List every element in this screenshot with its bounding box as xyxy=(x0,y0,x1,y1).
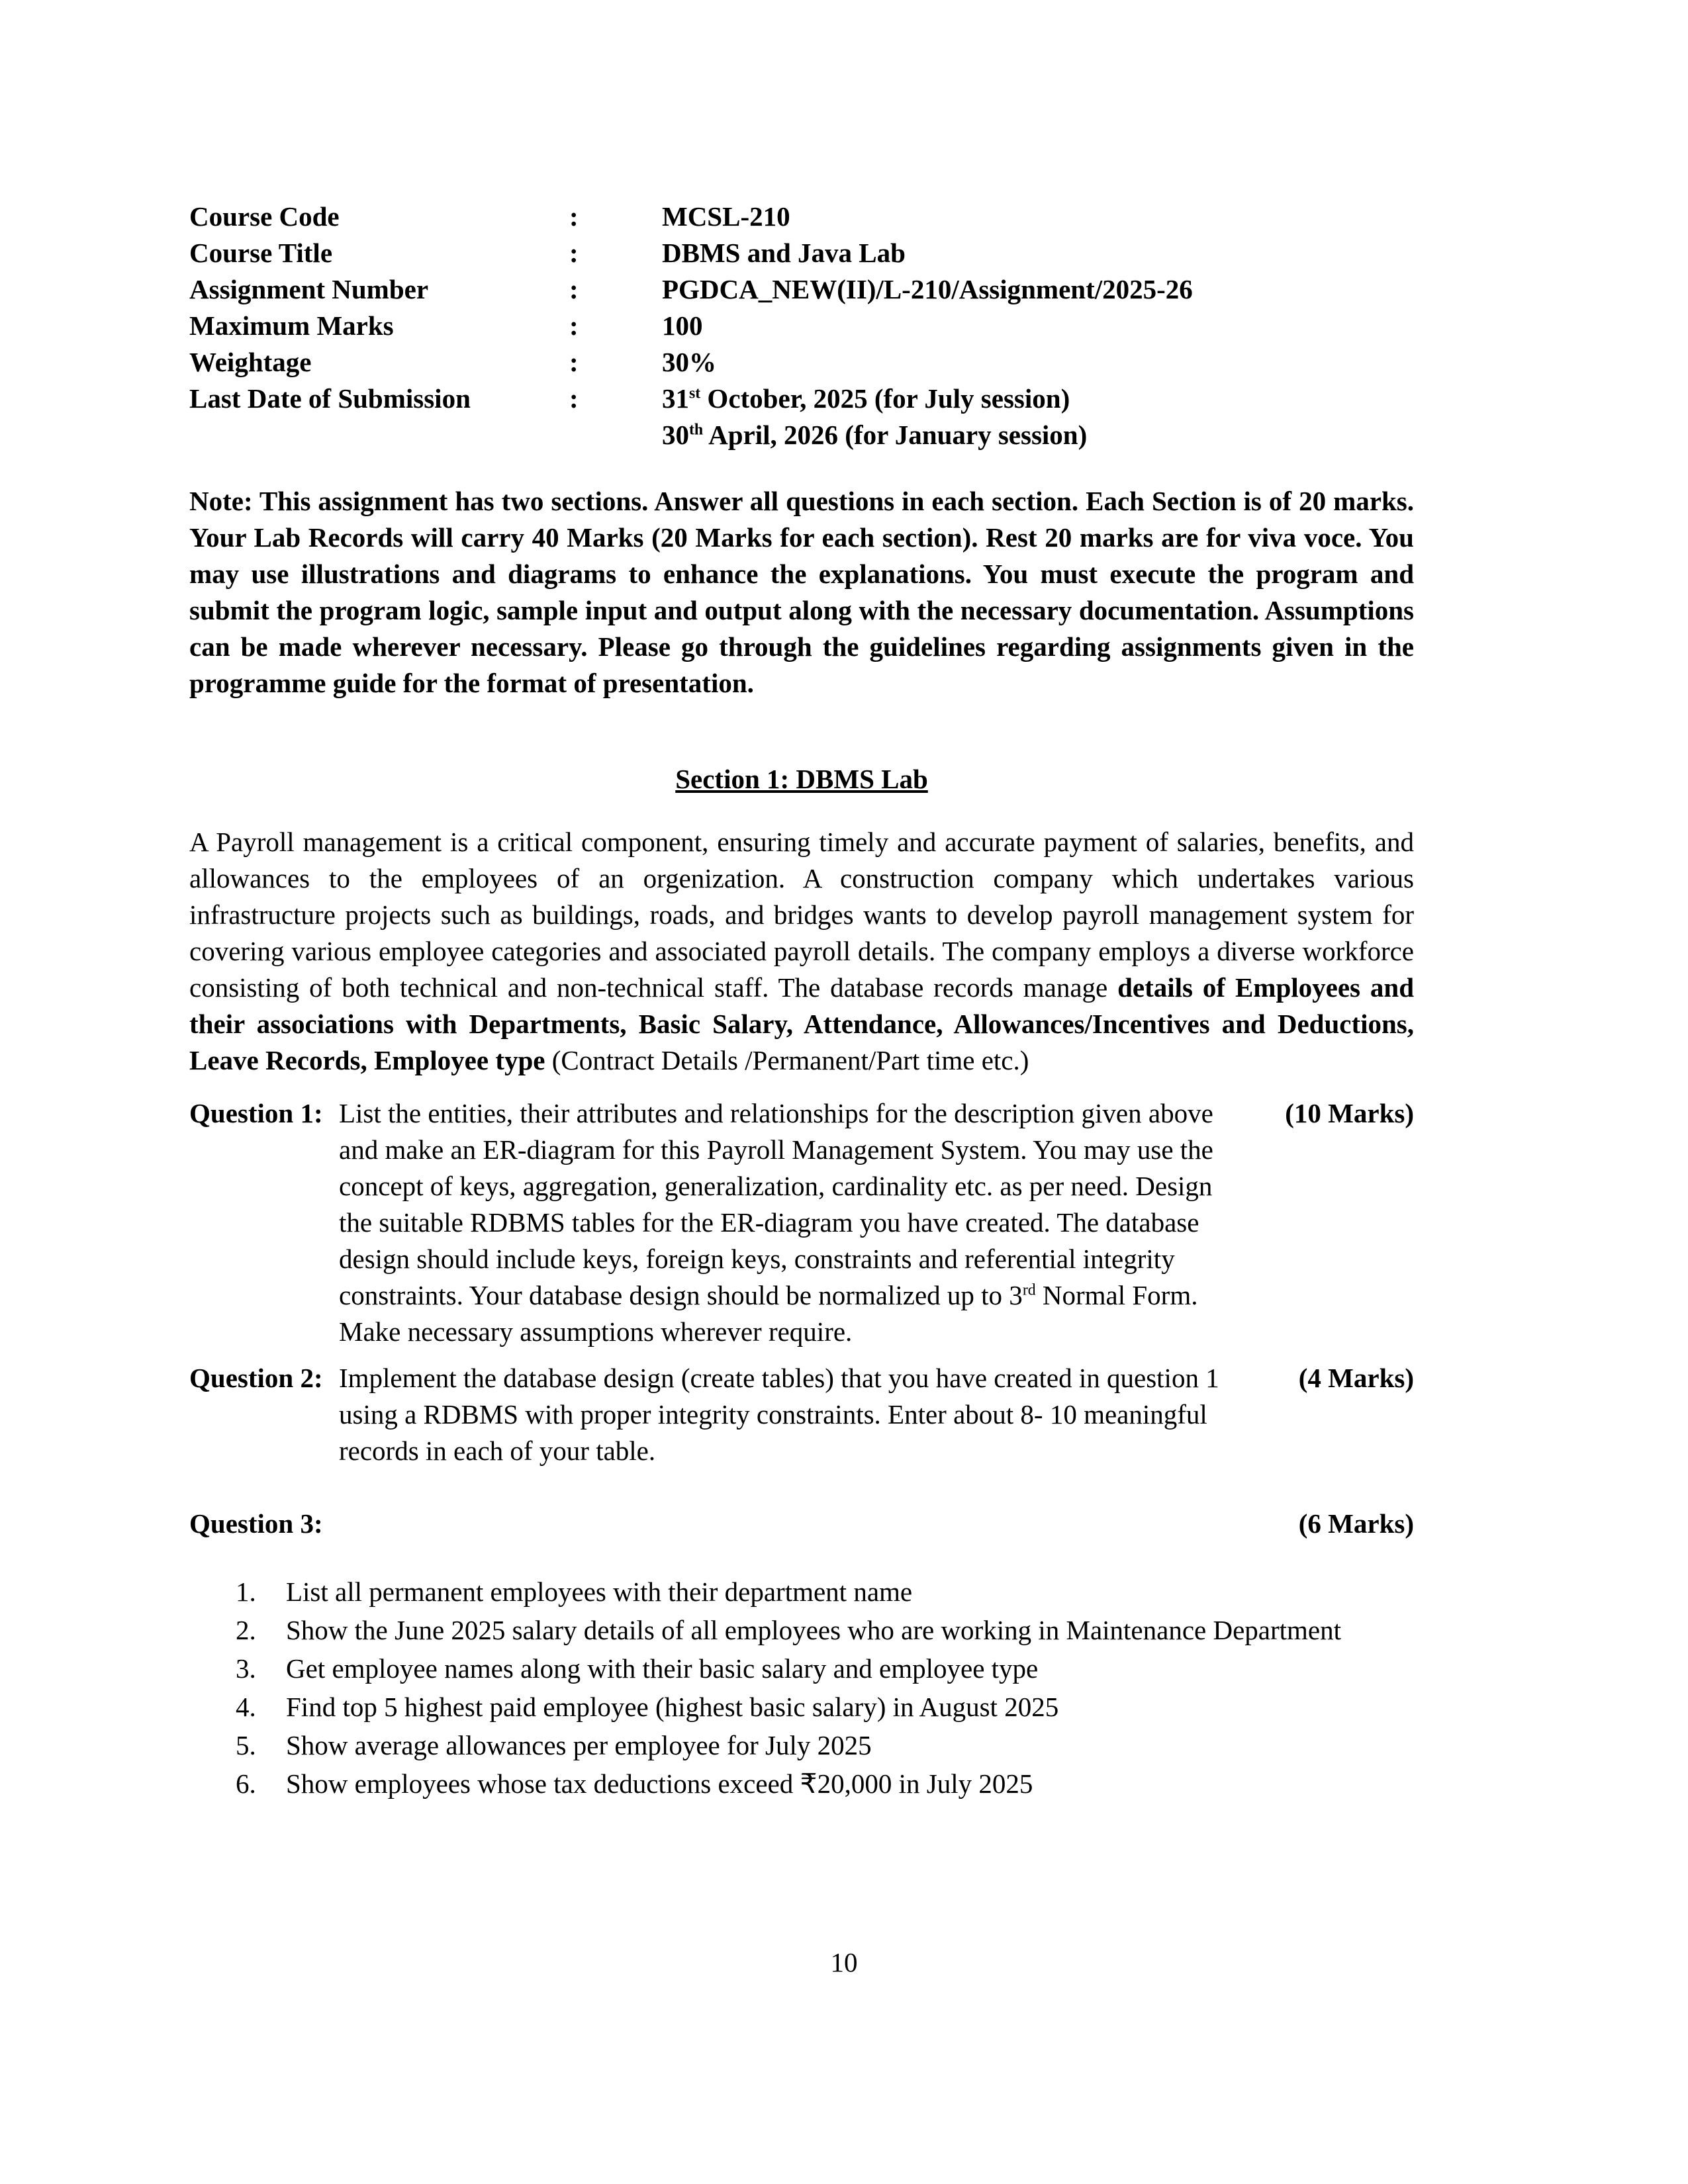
header-row-label: Assignment Number xyxy=(189,274,429,304)
list-item-text: Show employees whose tax deductions exceed ₹20,000 in July 2025 xyxy=(286,1768,1033,1799)
section-1-intro xyxy=(189,824,1414,1079)
section-1-heading xyxy=(189,761,1414,797)
list-item-number: 1. xyxy=(236,1576,256,1607)
list-item-number: 3. xyxy=(236,1653,256,1684)
header-row-label: Last Date of Submission xyxy=(189,383,471,414)
header-row xyxy=(189,199,1414,235)
question-2-marks: (4 Marks) xyxy=(1298,1363,1414,1393)
list-item xyxy=(236,1726,1414,1764)
date-day: 31 xyxy=(662,383,689,414)
intro-text-1: A Payroll management is a critical component, ensuring timely and accurate payment of salaries, benefits, and allowances to the employees of an orgenization. A construction company which undertakes various infrastructure projects such as buildings, roads, and bridges wants to develop payroll management system for covering various employee categories and associated payroll details. The company employs a diverse workforce consisting of both technical and non-technical staff. The database records manage xyxy=(189,827,1414,1003)
date-day: 30 xyxy=(662,420,689,450)
header-row-colon: : xyxy=(569,383,579,414)
question-1-body xyxy=(339,1095,1285,1350)
date-ordinal: st xyxy=(689,385,701,402)
question-1-text-2: Normal Form. Make necessary assumptions wherever require. xyxy=(339,1280,1198,1347)
header-row-last-date xyxy=(189,381,1414,453)
question-1 xyxy=(189,1095,1414,1350)
page-number: 10 xyxy=(830,1947,858,1978)
list-item-number: 2. xyxy=(236,1615,256,1645)
header-row-colon: : xyxy=(569,310,579,341)
header-row-value: 30% xyxy=(662,347,716,377)
question-2-body xyxy=(339,1360,1299,1469)
note-paragraph: Note: This assignment has two sections. Answer all questions in each section. Each Section is of 20 marks. Your Lab Records will carry 40 Marks (20 Marks for each section). Rest 20 marks are for viva voce. You may use illustrations and diagrams to enhance the explanations. You must execute the program and submit the program logic, sample input and output along with the necessary documentation. Assumptions can be made wherever necessary. Please go through the guidelines regarding assignments given in the programme guide for the format of presentation. xyxy=(189,486,1414,698)
header-row-value: DBMS and Java Lab xyxy=(662,238,906,268)
question-1-label: Question 1: xyxy=(189,1098,323,1128)
header-row xyxy=(189,308,1414,344)
intro-text-bold: details of Employees and their associations with Departments, Basic Salary, Attendance, Allowances/Incentives and Deductions, Leave Records, Employee type xyxy=(189,972,1414,1075)
question-2-text: Implement the database design (create tables) that you have created in question 1 using a RDBMS with proper integrity constraints. Enter about 8- 10 meaningful records in each of your table. xyxy=(339,1363,1219,1466)
date-rest: October, 2025 (for July session) xyxy=(700,383,1070,414)
header-row-label: Course Title xyxy=(189,238,333,268)
header-row xyxy=(189,235,1414,271)
header-row-value: PGDCA_NEW(II)/L-210/Assignment/2025-26 xyxy=(662,274,1193,304)
list-item xyxy=(236,1572,1414,1611)
header-row-colon: : xyxy=(569,238,579,268)
header-row-colon: : xyxy=(569,347,579,377)
header-row-colon: : xyxy=(569,274,579,304)
header-row xyxy=(189,271,1414,308)
intro-text-2: (Contract Details /Permanent/Part time etc.) xyxy=(545,1045,1029,1075)
assignment-header xyxy=(189,199,1414,453)
question-1-marks: (10 Marks) xyxy=(1285,1098,1414,1128)
list-item-text: Show the June 2025 salary details of all employees who are working in Maintenance Department xyxy=(286,1615,1341,1645)
submission-date-july xyxy=(662,381,1414,417)
list-item-text: Get employee names along with their basic salary and employee type xyxy=(286,1653,1039,1684)
question-3 xyxy=(189,1506,1414,1542)
date-rest: April, 2026 (for January session) xyxy=(703,420,1088,450)
list-item-text: List all permanent employees with their department name xyxy=(286,1576,913,1607)
submission-date-january xyxy=(662,417,1414,453)
list-item-text: Show average allowances per employee for July 2025 xyxy=(286,1730,872,1760)
list-item xyxy=(236,1611,1414,1649)
header-row-value xyxy=(662,381,1414,453)
list-item-number: 5. xyxy=(236,1730,256,1760)
header-row-label: Course Code xyxy=(189,201,340,232)
question-3-list xyxy=(189,1572,1414,1803)
date-ordinal: th xyxy=(689,421,704,439)
header-row xyxy=(189,344,1414,381)
question-3-label: Question 3: xyxy=(189,1508,323,1539)
question-3-marks: (6 Marks) xyxy=(1298,1508,1414,1539)
question-2-label: Question 2: xyxy=(189,1363,323,1393)
list-item-number: 4. xyxy=(236,1692,256,1722)
header-row-label: Weightage xyxy=(189,347,312,377)
header-row-value: 100 xyxy=(662,310,703,341)
question-1-ordinal: rd xyxy=(1022,1281,1036,1299)
header-rows xyxy=(189,199,1414,381)
list-item xyxy=(236,1688,1414,1726)
header-row-label: Maximum Marks xyxy=(189,310,394,341)
list-item-number: 6. xyxy=(236,1768,256,1799)
question-2 xyxy=(189,1360,1414,1469)
header-row-colon: : xyxy=(569,201,579,232)
section-1-heading-text: Section 1: DBMS Lab xyxy=(675,764,928,794)
list-item-text: Find top 5 highest paid employee (highest basic salary) in August 2025 xyxy=(286,1692,1059,1722)
list-item xyxy=(236,1764,1414,1803)
question-1-text: List the entities, their attributes and relationships for the description given above and make an ER-diagram for this Payroll Management System. You may use the concept of keys, aggregation, generalization, cardinality etc. as per need. Design the suitable RDBMS tables for the ER-diagram you have created. The database design should include keys, foreign keys, constraints and referential integrity constraints. Your database design should be normalized up to 3 xyxy=(339,1098,1213,1310)
list-item xyxy=(236,1649,1414,1688)
header-row-value: MCSL-210 xyxy=(662,201,790,232)
